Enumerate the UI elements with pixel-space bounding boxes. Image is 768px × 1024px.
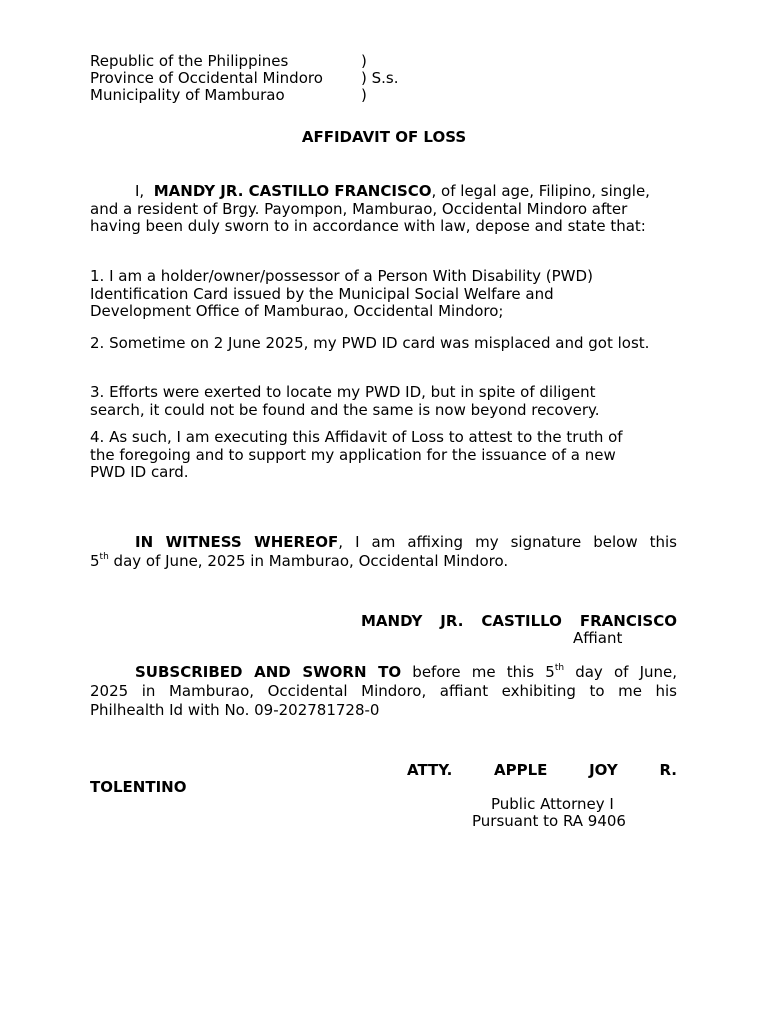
intro-paragraph [90,183,650,236]
item-3: 3. Efforts were exerted to locate my PWD ID, but in spite of diligent search, it could not be found and the same is now beyond recovery. [90,383,600,419]
intro-text-first: , of legal age, Filipino, [431,182,596,200]
witness-paragraph [90,533,677,571]
jurat-paragraph [90,663,677,720]
attorney-name-line [407,762,677,779]
jurat-text-2: day of June, [564,663,678,681]
venue-ss: ) S.s. [361,69,399,87]
affiant-name-inline: MANDY JR. CASTILLO FRANCISCO [153,182,432,200]
jurat-day: 5 [545,663,555,681]
attorney-title: ATTY. [407,761,453,779]
venue-paren-1: ) [361,52,367,70]
venue-province: Province of Occidental Mindoro [90,69,323,87]
item-2: 2. Sometime on 2 June 2025, my PWD ID card was misplaced and got lost. [90,334,650,352]
document-title: AFFIDAVIT OF LOSS [301,128,467,146]
attorney-surname: TOLENTINO [90,778,187,796]
jurat-lead: SUBSCRIBED AND SWORN TO [135,663,402,681]
witness-day: 5 [90,552,100,570]
attorney-first-name: APPLE [494,761,548,779]
witness-day-suffix: th [99,552,109,562]
witness-text-1: , I am affixing my signature below this [338,533,677,551]
venue-paren-3: ) [361,86,367,104]
intro-text-rest: single, and a resident of Brgy. Payompon, Mamburao, Occidental Mindoro after having been duly sworn to in accordance with law, depose and state that: [90,182,650,235]
witness-lead: IN WITNESS WHEREOF [135,533,339,551]
affiant-name: MANDY JR. CASTILLO FRANCISCO [361,612,677,630]
witness-text-2: day of June, 2025 in Mamburao, Occidental Mindoro. [108,552,509,570]
venue-country: Republic of the Philippines [90,52,289,70]
jurat-line-3: Philhealth Id with No. 09-202781728-0 [90,701,380,719]
attorney-authority: Pursuant to RA 9406 [472,812,626,830]
jurat-day-suffix: th [554,663,565,673]
intro-pronoun: I, [135,182,145,200]
jurat-line-2: 2025 in Mamburao, Occidental Mindoro, affiant exhibiting to me his [90,682,677,700]
affiant-label: Affiant [573,629,623,647]
item-4: 4. As such, I am executing this Affidavit of Loss to attest to the truth of the foregoing and to support my application for the issuance of a new PWD ID card. [90,428,623,481]
attorney-position: Public Attorney I [491,795,614,813]
jurat-text-1: before me this [401,663,546,681]
attorney-middle-name: JOY [589,761,618,779]
venue-municipality: Municipality of Mamburao [90,86,285,104]
attorney-initial: R. [659,761,677,779]
item-1: 1. I am a holder/owner/possessor of a Person With Disability (PWD) Identification Card issued by the Municipal Social Welfare and Development Office of Mamburao, Occidental Mindoro; [90,267,593,320]
